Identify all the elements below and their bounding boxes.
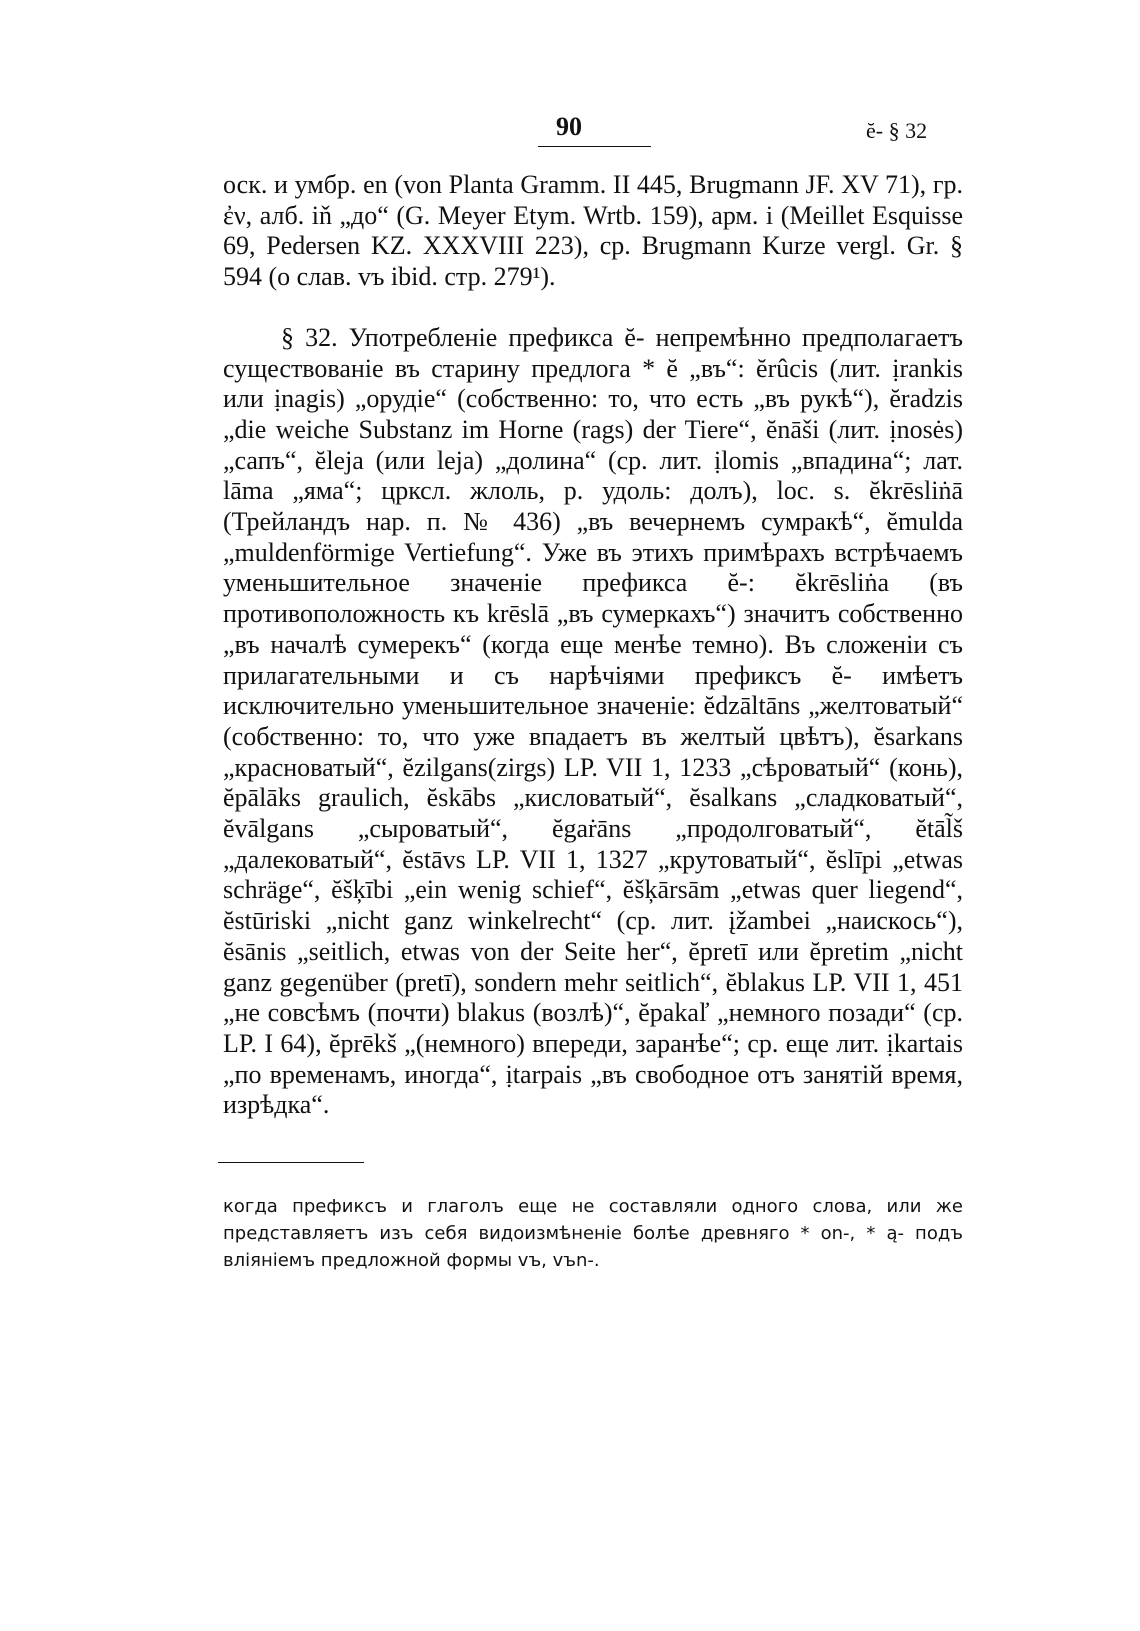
- page-header: [0, 112, 1140, 152]
- footnote-separator: [218, 1162, 364, 1163]
- header-rule: [538, 146, 651, 147]
- main-text: [223, 170, 963, 1121]
- running-head: ĕ- § 32: [866, 118, 928, 143]
- footnote-text: когда префиксъ и глаголъ еще не составляли одного слова, или же представляетъ изъ себя видоизмѣненіе болѣе древняго * on-, * ą- подъ вліяніемъ предложной формы vъ, vъn-.: [223, 1196, 963, 1271]
- paragraph-section-32: § 32. Употребленіе префикса ĕ- непремѣнно предполагаетъ существованіе въ старину предлога * ĕ „въ“: ĕrûcis (лит. ịrankis или ịnagis) „орудіе“ (собственно: то, что есть „въ рукѣ“), ĕradzis „die weiche Substanz im Horne (rags) der Tiere“, ĕnāši (лит. ịnosės) „сапъ“, ĕleja (или leja) „долина“ (ср. лит. ịlomis „впадина“; лат. lāma „яма“; црксл. жлоль, р. удоль: долъ), loc. s. ĕkrēsliṅā (Трейландъ нар. п. № 436) „въ вечернемъ сумракѣ“, ĕmulda „muldenförmige Vertiefung“. Уже въ этихъ примѣрахъ встрѣчаемъ уменьшительное значеніе префикса ĕ-: ĕkrēsliṅa (въ противоположность къ krēslā „въ сумеркахъ“) значитъ собственно „въ началѣ сумерекъ“ (когда еще менѣе темно). Въ сложеніи съ прилагательными и съ нарѣчіями префиксъ ĕ- имѣетъ исключительно уменьшительное значеніе: ĕdzāltāns „желтоватый“ (собственно: то, что уже впадаетъ въ желтый цвѣтъ), ĕsarkans „красноватый“, ĕzilgans(zirgs) LP. VII 1, 1233 „сѣроватый“ (конь), ĕpālāks graulich, ĕskābs „кисловатый“, ĕsalkans „сладковатый“, ĕvālgans „сыроватый“, ĕgaṙāns „продолговатый“, ĕtāl̃š „далековатый“, ĕstāvs LP. VII 1, 1327 „крутоватый“, ĕslīpi „etwas schräge“, ĕšķībi „ein wenig schief“, ĕšķārsām „etwas quer liegend“, ĕstūriski „nicht ganz winkelrecht“ (ср. лит. įžambei „наискось“), ĕsānis „seitlich, etwas von der Seite her“, ĕpretī или ĕpretim „nicht ganz gegenüber (pretī), sondern mehr seitlich“, ĕblakus LP. VII 1, 451 „не совсѣмъ (почти) blakus (возлѣ)“, ĕpakaľ „немного позади“ (ср. LP. I 64), ĕprēkš „(немного) впереди, заранѣе“; ср. еще лит. ịkartais „по временамъ, иногда“, ịtarpais „въ свободное отъ занятій время, изрѣдка“.: [223, 322, 963, 1120]
- page-number: 90: [556, 112, 582, 141]
- paragraph-continuation: оск. и умбр. en (von Planta Gramm. II 445, Brugmann JF. XV 71), гр. ἐν, алб. iň „до“ (G. Meyer Etym. Wrtb. 159), арм. i (Meillet Esquisse 69, Pedersen KZ. XXXVIII 223), ср. Brugmann Kurze vergl. Gr. § 594 (о слав. vъ ibid. стр. 279¹).: [223, 170, 963, 292]
